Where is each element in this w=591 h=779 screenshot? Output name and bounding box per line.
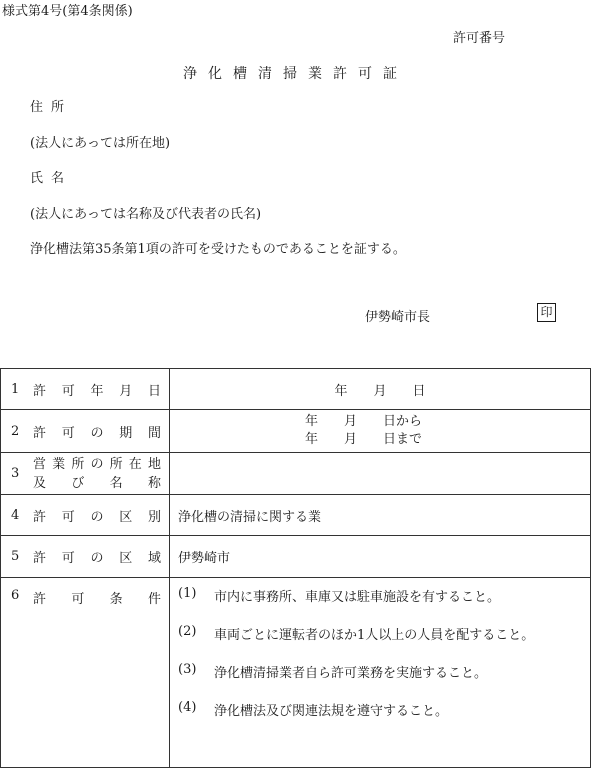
label-char: 許 — [33, 383, 47, 399]
table-row — [1, 453, 591, 495]
table-row — [1, 578, 591, 768]
table-row — [1, 369, 591, 410]
condition-item — [170, 586, 590, 624]
condition-text: 車両ごとに運転者のほか1人以上の人員を配すること。 — [214, 628, 535, 643]
label-char: の — [90, 456, 104, 472]
label-line-2 — [33, 474, 161, 493]
permit-period-cell — [170, 410, 591, 453]
table-row — [1, 495, 591, 536]
form-number: 様式第4号(第4条関係) — [2, 4, 133, 19]
permit-category-value: 浄化槽の清掃に関する業 — [170, 495, 591, 536]
address-label: 住所 — [30, 100, 73, 115]
label-char: 許 — [33, 592, 47, 607]
row-number: 1 — [11, 381, 20, 397]
label-char: 日 — [147, 383, 161, 399]
label-char: 条 — [109, 592, 123, 607]
row-label-cell — [1, 495, 170, 536]
label-line-1 — [33, 455, 161, 474]
permit-details-table — [0, 368, 591, 768]
table-row — [1, 536, 591, 578]
label-char: の — [90, 509, 104, 525]
label-char: 地 — [147, 456, 161, 472]
condition-item — [170, 624, 590, 662]
label-char: び — [71, 475, 85, 491]
name-label: 氏名 — [30, 171, 73, 186]
condition-text: 浄化槽清掃業者自ら許可業務を実施すること。 — [214, 666, 488, 681]
label-char: 区 — [119, 551, 133, 566]
condition-text: 浄化槽法及び関連法規を遵守すること。 — [214, 704, 449, 719]
certification-text: 浄化槽法第35条第1項の許可を受けたものであることを証する。 — [30, 242, 406, 257]
row-number: 2 — [11, 423, 20, 439]
table-row — [1, 410, 591, 453]
row-number: 4 — [11, 507, 20, 523]
label-char: 域 — [147, 551, 161, 566]
label-char: 称 — [147, 475, 161, 491]
label-char: 年 — [90, 383, 104, 399]
condition-number: (3) — [178, 662, 197, 677]
permit-conditions-cell — [170, 578, 591, 768]
row-label-cell — [1, 578, 170, 768]
condition-number: (1) — [178, 586, 197, 601]
label-char: 別 — [147, 509, 161, 525]
permit-date-value: 年 月 日 — [170, 369, 591, 410]
row-label-cell — [1, 410, 170, 453]
document-title: 浄化槽清掃業許可証 — [183, 66, 408, 82]
name-note: (法人にあっては名称及び代表者の氏名) — [30, 207, 262, 222]
period-to: 年 月 日まで — [305, 432, 423, 447]
row-label-cell — [1, 369, 170, 410]
label-char: 名 — [109, 475, 123, 491]
label-char: 在 — [128, 456, 142, 472]
issuer-name: 伊勢崎市長 — [365, 310, 431, 325]
condition-item — [170, 662, 590, 700]
office-location-value — [170, 453, 591, 495]
condition-text: 市内に事務所、車庫又は駐車施設を有すること。 — [214, 590, 501, 605]
row-number: 6 — [11, 588, 20, 603]
period-from: 年 月 日から — [305, 414, 423, 429]
label-char: の — [90, 551, 104, 566]
label-char: 可 — [61, 509, 75, 525]
label-char: 可 — [61, 383, 75, 399]
label-char: 所 — [109, 456, 123, 472]
label-char: 可 — [61, 425, 75, 441]
label-char: 区 — [119, 509, 133, 525]
permit-number-label: 許可番号 — [453, 31, 506, 46]
label-char: 期 — [119, 425, 133, 441]
label-char: 許 — [33, 509, 47, 525]
permit-area-value: 伊勢崎市 — [170, 536, 591, 578]
address-note: (法人にあっては所在地) — [30, 136, 171, 151]
label-char: 及 — [33, 475, 47, 491]
label-char: 件 — [147, 592, 161, 607]
condition-number: (4) — [178, 700, 197, 715]
row-label-cell — [1, 453, 170, 495]
label-char: 間 — [147, 425, 161, 441]
row-number: 5 — [11, 549, 20, 564]
label-char: 可 — [71, 592, 85, 607]
seal-box: 印 — [537, 303, 556, 322]
label-char: の — [90, 425, 104, 441]
label-char: 業 — [52, 456, 66, 472]
condition-number: (2) — [178, 624, 197, 639]
label-char: 許 — [33, 551, 47, 566]
row-number: 3 — [11, 466, 20, 481]
label-char: 許 — [33, 425, 47, 441]
label-char: 所 — [71, 456, 85, 472]
label-char: 月 — [119, 383, 133, 399]
label-char: 可 — [61, 551, 75, 566]
condition-item — [170, 700, 590, 738]
label-char: 営 — [33, 456, 47, 472]
row-label-cell — [1, 536, 170, 578]
